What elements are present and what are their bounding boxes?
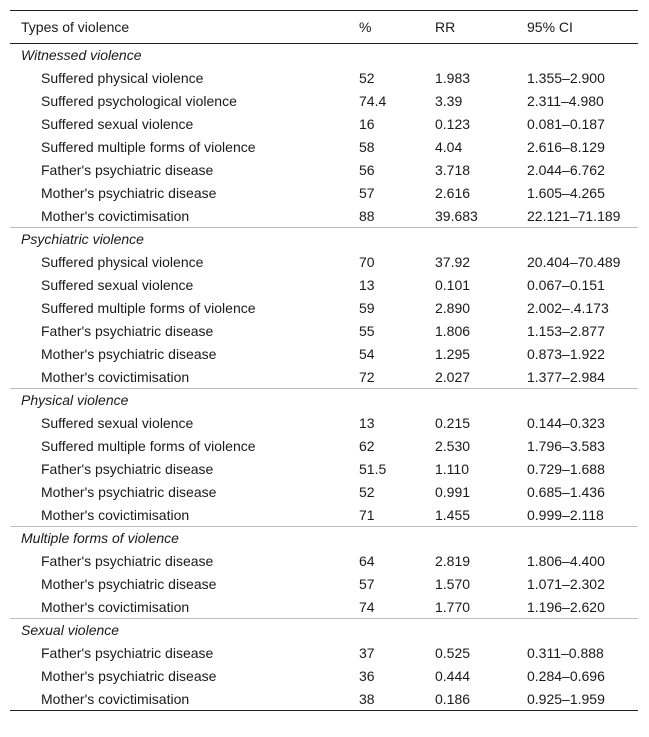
cell-percent: 16 xyxy=(359,116,375,132)
table-header-row xyxy=(10,11,638,44)
cell-label: Suffered psychological violence xyxy=(41,93,237,109)
cell-rr: 0.991 xyxy=(435,484,471,500)
table-row xyxy=(10,343,638,366)
header-rr: RR xyxy=(435,11,527,44)
cell-percent: 58 xyxy=(359,139,375,155)
cell-label: Suffered physical violence xyxy=(41,70,204,86)
cell-rr: 1.455 xyxy=(435,506,471,523)
cell-rr: 1.983 xyxy=(435,70,471,86)
group-header-row xyxy=(10,389,638,412)
cell-label: Mother's psychiatric disease xyxy=(41,576,217,592)
cell-ci: 0.925–1.959 xyxy=(527,688,638,711)
header-percent: % xyxy=(359,11,435,44)
cell-rr: 3.39 xyxy=(435,93,463,109)
table-row xyxy=(10,205,638,228)
cell-rr: 1.570 xyxy=(435,576,471,592)
cell-rr: 2.027 xyxy=(435,368,471,385)
cell-ci: 1.355–2.900 xyxy=(527,70,605,86)
cell-rr: 2.530 xyxy=(435,438,471,454)
cell-ci: 22.121–71.189 xyxy=(527,207,621,224)
cell-ci: 2.044–6.762 xyxy=(527,162,605,178)
cell-percent: 59 xyxy=(359,300,375,316)
cell-label: Mother's psychiatric disease xyxy=(41,668,217,684)
cell-ci: 0.144–0.323 xyxy=(527,415,605,431)
table-row xyxy=(10,412,638,435)
cell-ci: 1.377–2.984 xyxy=(527,368,605,385)
cell-label: Mother's psychiatric disease xyxy=(41,346,217,362)
table-row xyxy=(10,481,638,504)
cell-label: Mother's covictimisation xyxy=(41,207,190,224)
cell-ci: 1.153–2.877 xyxy=(527,323,605,339)
cell-label: Suffered multiple forms of violence xyxy=(41,438,256,454)
cell-percent: 13 xyxy=(359,277,375,293)
table-row xyxy=(10,136,638,159)
cell-ci: 0.685–1.436 xyxy=(527,484,605,500)
cell-rr: 37.92 xyxy=(435,254,471,270)
cell-ci: 2.616–8.129 xyxy=(527,139,605,155)
table-body xyxy=(10,44,638,711)
cell-label: Mother's covictimisation xyxy=(10,688,359,711)
cell-label: Father's psychiatric disease xyxy=(41,323,214,339)
cell-ci: 0.873–1.922 xyxy=(527,346,605,362)
cell-label: Mother's psychiatric disease xyxy=(41,484,217,500)
cell-percent: 72 xyxy=(359,368,375,385)
cell-ci: 0.729–1.688 xyxy=(527,461,605,477)
cell-ci: 1.605–4.265 xyxy=(527,185,605,201)
cell-label: Father's psychiatric disease xyxy=(41,645,214,661)
table-row xyxy=(10,182,638,205)
cell-rr: 4.04 xyxy=(435,139,463,155)
cell-percent: 54 xyxy=(359,346,375,362)
cell-percent: 52 xyxy=(359,484,375,500)
table-row xyxy=(10,504,638,527)
cell-rr: 3.718 xyxy=(435,162,471,178)
cell-label: Suffered physical violence xyxy=(41,254,204,270)
cell-ci: 20.404–70.489 xyxy=(527,254,621,270)
cell-percent: 36 xyxy=(359,668,375,684)
table-row xyxy=(10,274,638,297)
cell-percent: 70 xyxy=(359,254,375,270)
cell-rr: 2.890 xyxy=(435,300,471,316)
cell-label: Suffered sexual violence xyxy=(41,277,194,293)
table-row xyxy=(10,665,638,688)
cell-label: Father's psychiatric disease xyxy=(41,162,214,178)
cell-rr: 2.616 xyxy=(435,185,471,201)
cell-rr: 1.110 xyxy=(435,461,469,477)
cell-rr: 0.101 xyxy=(435,277,471,293)
cell-percent: 51.5 xyxy=(359,461,387,477)
group-title: Sexual violence xyxy=(10,619,638,642)
group-header-row xyxy=(10,44,638,67)
cell-percent: 88 xyxy=(359,207,375,224)
table-row xyxy=(10,366,638,389)
cell-rr: 0.186 xyxy=(435,688,527,711)
cell-percent: 74.4 xyxy=(359,93,387,109)
cell-rr: 1.770 xyxy=(435,598,471,615)
table-row xyxy=(10,90,638,113)
table-row xyxy=(10,297,638,320)
table-row xyxy=(10,67,638,90)
cell-ci: 1.071–2.302 xyxy=(527,576,605,592)
group-title: Multiple forms of violence xyxy=(10,527,638,550)
cell-ci: 2.311–4.980 xyxy=(527,93,604,109)
cell-rr: 39.683 xyxy=(435,207,478,224)
cell-percent: 37 xyxy=(359,645,375,661)
group-header-row xyxy=(10,527,638,550)
cell-percent: 57 xyxy=(359,185,375,201)
table-row xyxy=(10,113,638,136)
cell-label: Suffered sexual violence xyxy=(41,415,194,431)
cell-rr: 2.819 xyxy=(435,553,471,569)
cell-rr: 0.525 xyxy=(435,645,471,661)
cell-ci: 1.806–4.400 xyxy=(527,553,605,569)
cell-rr: 0.123 xyxy=(435,116,471,132)
cell-percent: 38 xyxy=(359,688,435,711)
group-title: Physical violence xyxy=(10,389,638,412)
cell-rr: 1.806 xyxy=(435,323,471,339)
group-header-row xyxy=(10,228,638,251)
cell-label: Father's psychiatric disease xyxy=(41,461,214,477)
cell-rr: 0.215 xyxy=(435,415,471,431)
results-table-container xyxy=(10,10,638,711)
cell-ci: 0.999–2.118 xyxy=(527,506,604,523)
cell-label: Mother's psychiatric disease xyxy=(41,185,217,201)
cell-ci: 0.081–0.187 xyxy=(527,116,605,132)
cell-percent: 57 xyxy=(359,576,375,592)
table-row xyxy=(10,573,638,596)
cell-label: Mother's covictimisation xyxy=(41,506,190,523)
cell-percent: 52 xyxy=(359,70,375,86)
cell-percent: 74 xyxy=(359,598,375,615)
table-row xyxy=(10,458,638,481)
cell-label: Suffered sexual violence xyxy=(41,116,194,132)
table-row xyxy=(10,251,638,274)
header-types-of-violence: Types of violence xyxy=(10,11,359,44)
cell-percent: 64 xyxy=(359,553,375,569)
cell-ci: 0.284–0.696 xyxy=(527,668,605,684)
cell-label: Suffered multiple forms of violence xyxy=(41,139,256,155)
cell-ci: 2.002–.4.173 xyxy=(527,300,609,316)
cell-label: Mother's covictimisation xyxy=(41,368,190,385)
cell-percent: 62 xyxy=(359,438,375,454)
cell-rr: 0.444 xyxy=(435,668,471,684)
group-header-row xyxy=(10,619,638,642)
table-row xyxy=(10,159,638,182)
table-row xyxy=(10,550,638,573)
group-title: Witnessed violence xyxy=(21,47,142,64)
table-row xyxy=(10,642,638,665)
cell-ci: 1.796–3.583 xyxy=(527,438,605,454)
cell-label: Suffered multiple forms of violence xyxy=(41,300,256,316)
cell-percent: 13 xyxy=(359,415,375,431)
cell-ci: 1.196–2.620 xyxy=(527,598,605,615)
header-95-ci: 95% CI xyxy=(527,11,638,44)
cell-percent: 71 xyxy=(359,506,375,523)
table-row xyxy=(10,688,638,711)
cell-label: Mother's covictimisation xyxy=(41,598,190,615)
cell-label: Father's psychiatric disease xyxy=(41,553,214,569)
violence-rr-table xyxy=(10,10,638,711)
cell-ci: 0.311–0.888 xyxy=(527,645,604,661)
cell-percent: 55 xyxy=(359,323,375,339)
table-row xyxy=(10,435,638,458)
cell-percent: 56 xyxy=(359,162,375,178)
table-row xyxy=(10,596,638,619)
cell-ci: 0.067–0.151 xyxy=(527,277,605,293)
table-row xyxy=(10,320,638,343)
cell-rr: 1.295 xyxy=(435,346,471,362)
group-title: Psychiatric violence xyxy=(10,228,638,251)
